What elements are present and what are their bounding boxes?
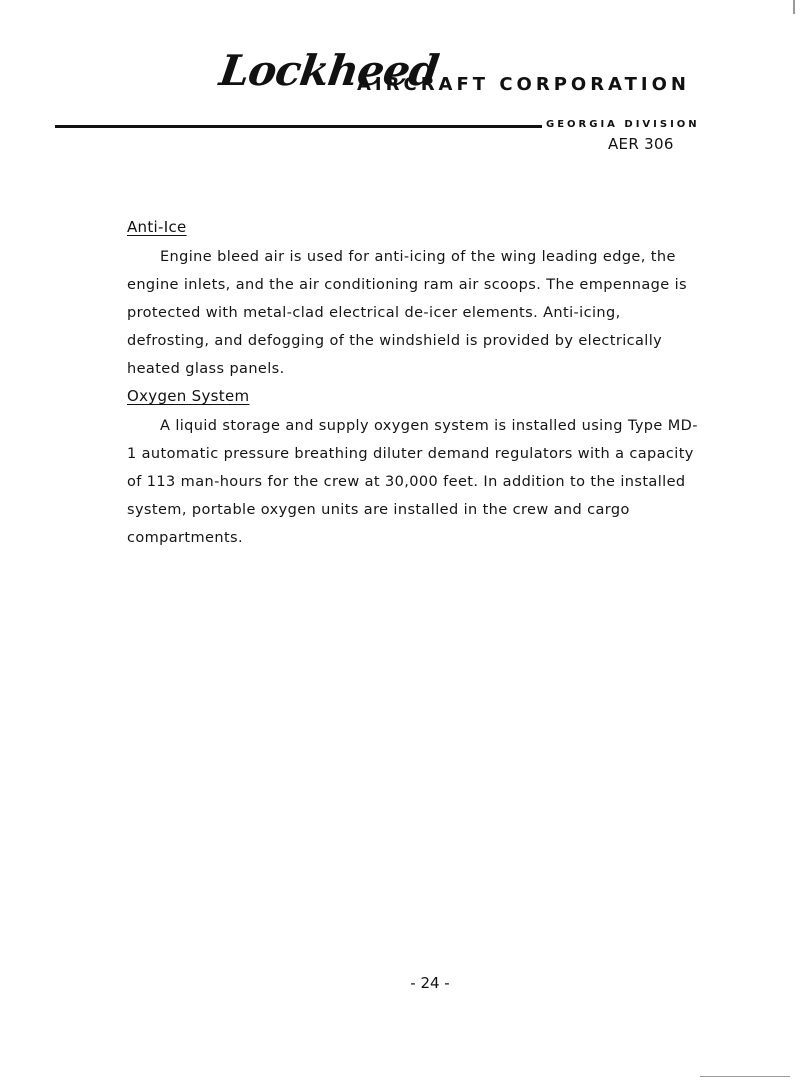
section-heading-anti-ice: Anti-Ice <box>127 218 187 236</box>
page-number: - 24 - <box>410 974 450 992</box>
document-id: AER 306 <box>608 135 674 153</box>
lockheed-logo: Lockheed <box>216 46 442 95</box>
letterhead-rule <box>55 125 542 128</box>
scan-edge-mark <box>700 1076 790 1077</box>
division-name: GEORGIA DIVISION <box>546 119 700 130</box>
section-body-anti-ice: Engine bleed air is used for anti-icing of the wing leading edge, the engine inlets, and the air conditioning ram air scoops. The empennage is protected with metal-clad electrical de-icer elements. Anti-icing, defrosting, and defogging of the windshield is provided by electrically heated glass panels. <box>127 249 687 377</box>
section-body-oxygen-system: A liquid storage and supply oxygen system is installed using Type MD-1 automatic pressure breathing diluter demand regulators with a capacity of 113 man-hours for the crew at 30,000 feet. In addition to the installed system, portable oxygen units are installed in the crew and cargo compartments. <box>127 418 698 546</box>
scan-edge-mark <box>793 0 795 14</box>
corporation-name: AIRCRAFT CORPORATION <box>357 74 690 95</box>
section-heading-oxygen-system: Oxygen System <box>127 387 250 405</box>
